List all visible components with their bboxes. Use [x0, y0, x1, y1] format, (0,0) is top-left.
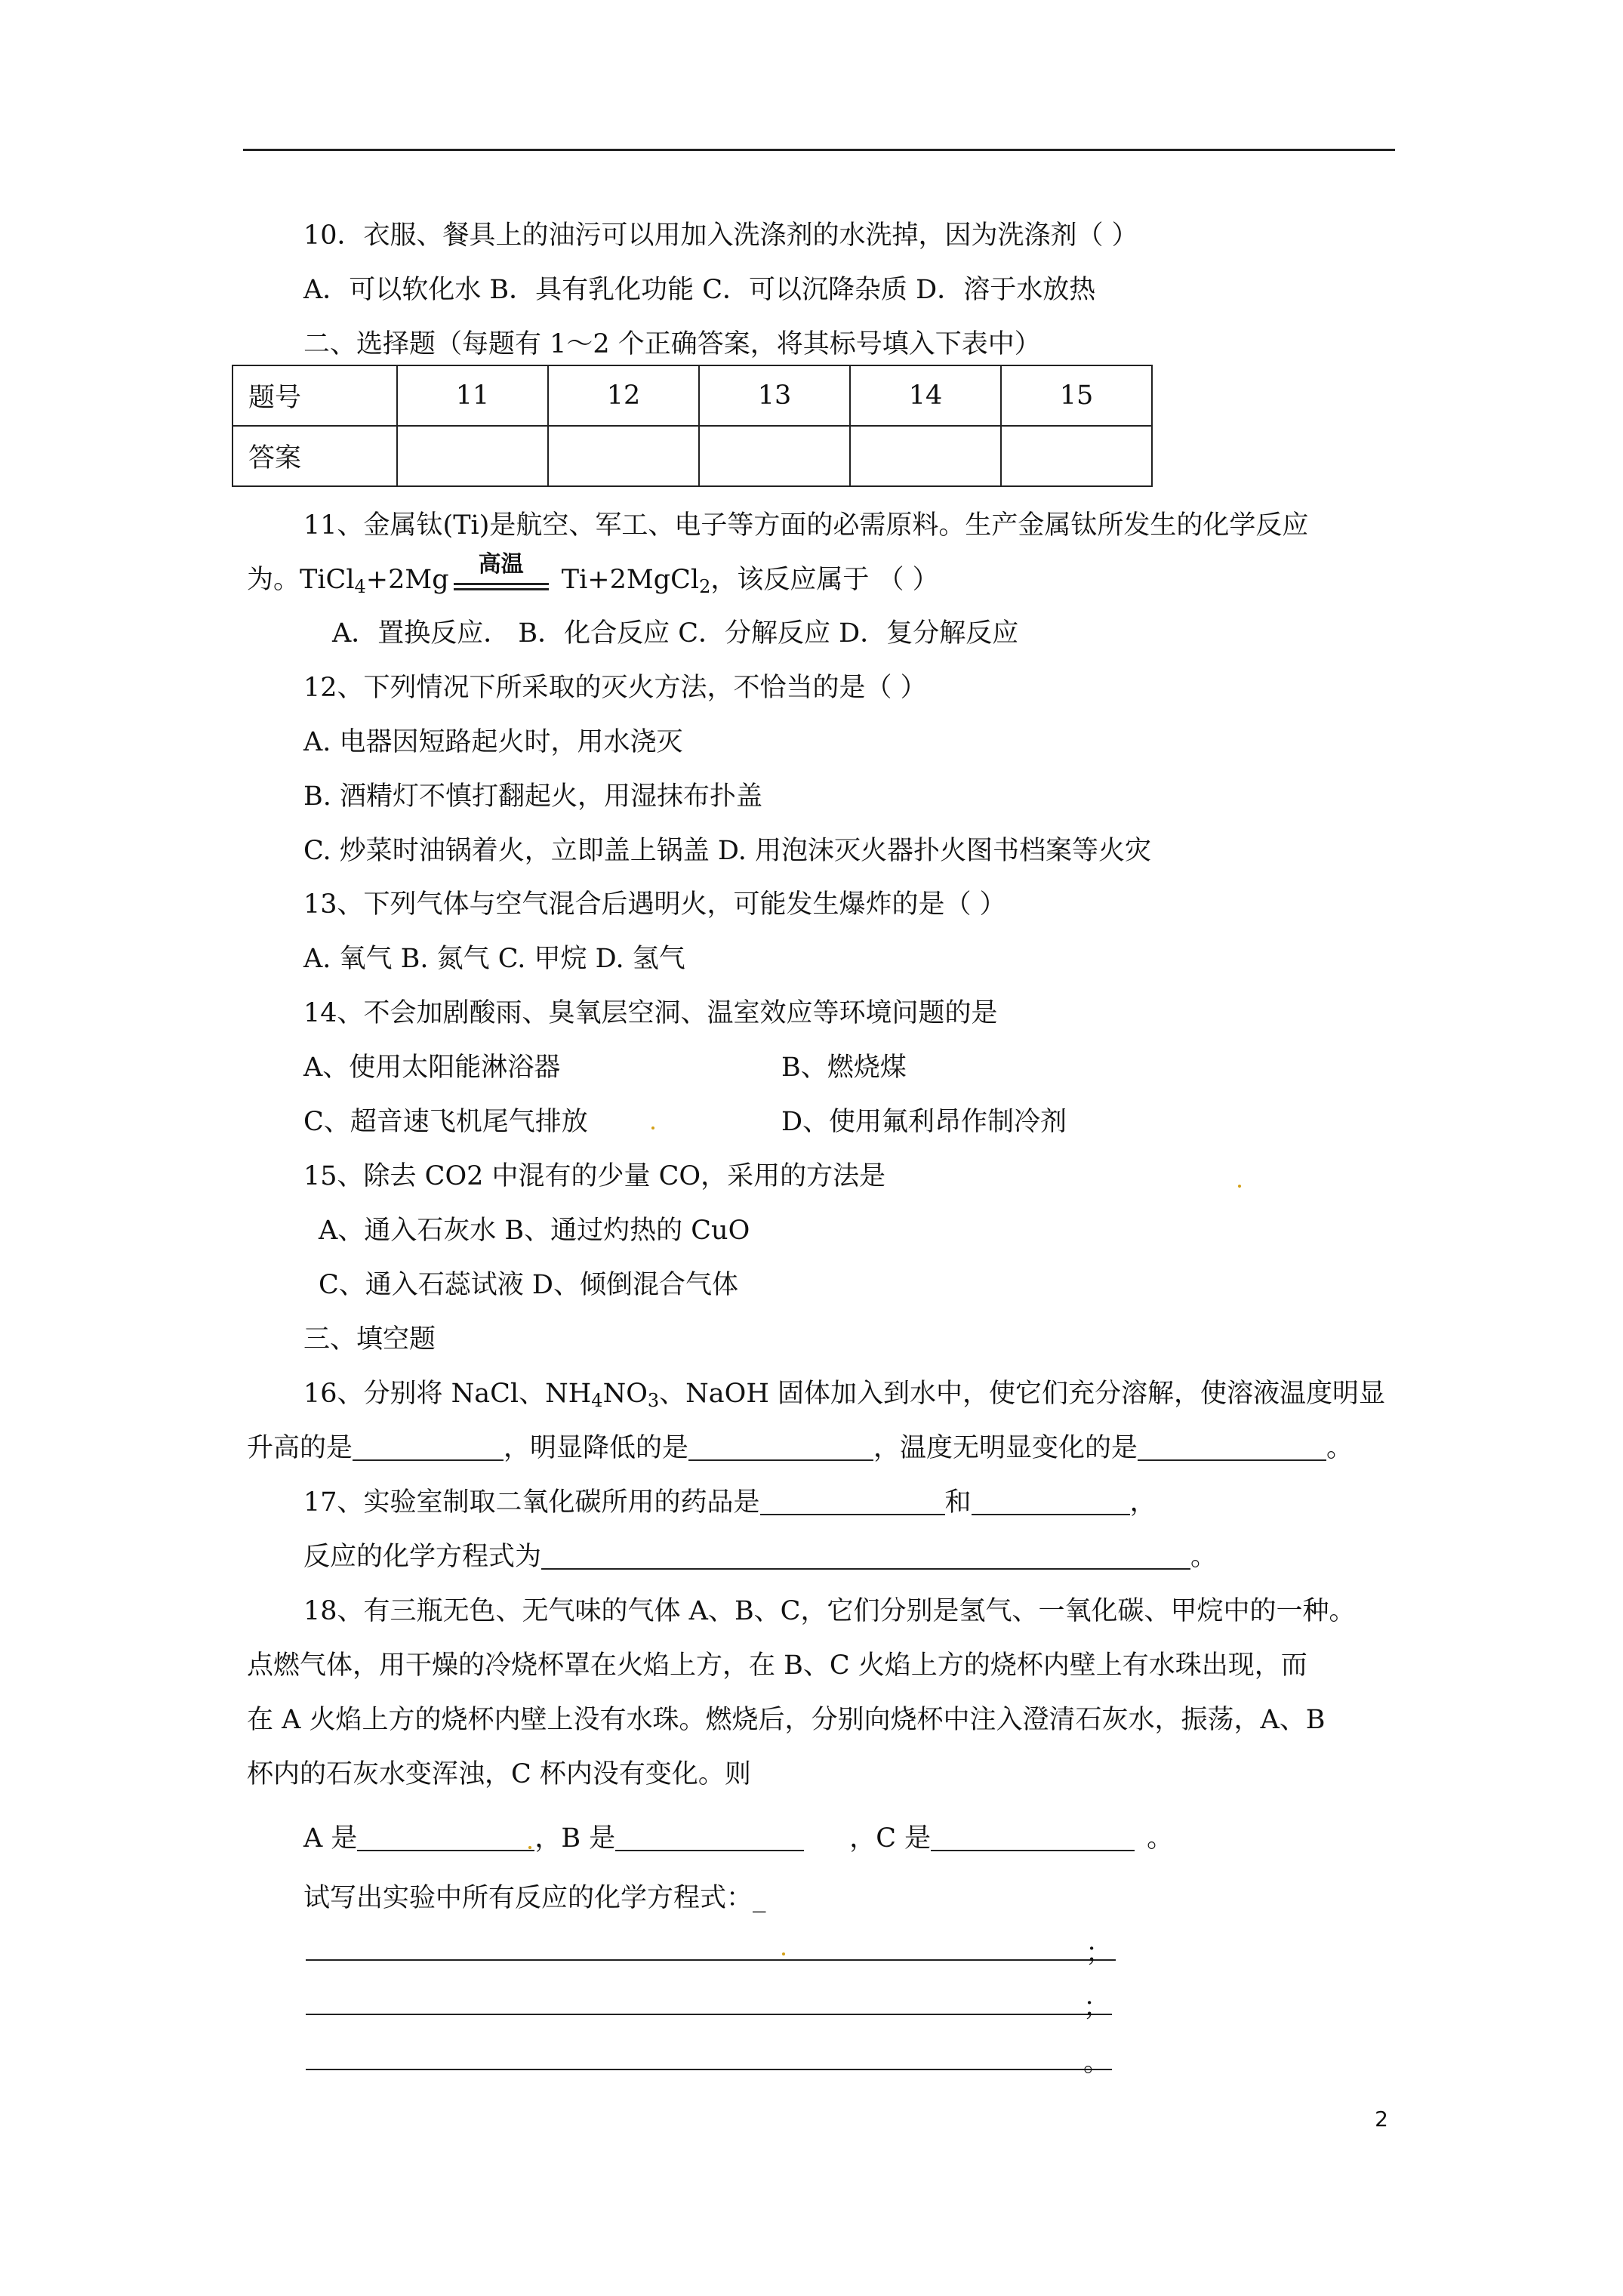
answer-table	[232, 365, 1153, 487]
q18-line2: 点燃气体，用干燥的冷烧杯罩在火焰上方，在 B、C 火焰上方的烧杯内壁上有水珠出现，而	[247, 1650, 1307, 1681]
q18-text: 。	[1147, 1823, 1174, 1854]
fill-blank[interactable]	[931, 1824, 1135, 1851]
subscript: 2	[699, 576, 711, 597]
q17-text: ，	[1129, 1487, 1156, 1518]
q16-text: ，温度无明显变化的是	[873, 1433, 1138, 1463]
table-row	[233, 365, 1152, 426]
q17-text: 17、实验室制取二氧化碳所用的药品是	[303, 1487, 760, 1518]
q16-line1	[303, 1376, 1385, 1419]
table-cell-answer[interactable]	[548, 426, 699, 486]
subscript: 3	[647, 1390, 660, 1411]
q13-stem: 13、下列气体与空气混合后遇明火，可能发生爆炸的是（ ）	[303, 889, 1006, 920]
q11-line1: 11、金属钛(Ti)是航空、军工、电子等方面的必需原料。生产金属钛所发生的化学反应	[303, 510, 1309, 541]
q12-option-a: A. 电器因短路起火时，用水浇灭	[303, 727, 683, 757]
q18-line3: 在 A 火焰上方的烧杯内壁上没有水珠。燃烧后，分别向烧杯中注入澄清石灰水，振荡，A、B	[247, 1705, 1326, 1735]
answer-line[interactable]	[306, 1959, 1116, 1961]
q18-line1: 18、有三瓶无色、无气味的气体 A、B、C，它们分别是氢气、一氧化碳、甲烷中的一种。	[303, 1596, 1356, 1626]
answer-line[interactable]	[306, 2014, 1112, 2015]
stray-dot	[651, 1126, 654, 1130]
fill-blank[interactable]	[353, 1434, 504, 1461]
q12-stem: 12、下列情况下所采取的灭火方法，不恰当的是（ ）	[303, 673, 927, 703]
subscript: 4	[354, 576, 366, 597]
table-cell-number: 12	[548, 365, 699, 426]
table-cell-answer[interactable]	[850, 426, 1001, 486]
q10-stem: 10．衣服、餐具上的油污可以用加入洗涤剂的水洗掉，因为洗涤剂（ ）	[303, 220, 1138, 251]
q14-option-b: B、燃烧煤	[781, 1052, 907, 1083]
q11-formula-part: ，该反应属于 （ ）	[710, 565, 939, 595]
page-number: 2	[1375, 2106, 1388, 2131]
table-cell-answer[interactable]	[1001, 426, 1152, 486]
q16-text: 、NaOH 固体加入到水中，使它们充分溶解，使溶液温度明显	[659, 1379, 1386, 1409]
table-header-number: 题号	[233, 365, 397, 426]
q11-formula-part: +2Mg	[365, 565, 449, 595]
q15-stem: 15、除去 CO2 中混有的少量 CO，采用的方法是	[303, 1161, 886, 1191]
q18-write-prompt: 试写出实验中所有反应的化学方程式：_	[303, 1883, 766, 1913]
q16-text: ，明显降低的是	[504, 1433, 689, 1463]
table-cell-number: 13	[699, 365, 850, 426]
period: 。	[1083, 2048, 1110, 2078]
q16-text: 16、分别将 NaCl、NH	[303, 1379, 592, 1409]
stray-dot	[528, 1846, 531, 1849]
q14-option-c: C、超音速飞机尾气排放	[303, 1107, 588, 1137]
q17-line2	[303, 1539, 1217, 1575]
q12-option-b: B. 酒精灯不慎打翻起火，用湿抹布扑盖	[303, 781, 762, 812]
q15-option-cd: C、通入石蕊试液 D、倾倒混合气体	[319, 1270, 738, 1300]
q16-line2	[247, 1430, 1353, 1466]
q17-text: 和	[944, 1487, 972, 1518]
header-rule	[243, 149, 1395, 151]
condition-label: 高温	[478, 550, 524, 578]
q14-stem: 14、不会加剧酸雨、臭氧层空洞、温室效应等环境问题的是	[303, 998, 998, 1028]
table-header-answer: 答案	[233, 426, 397, 486]
q16-text: 升高的是	[247, 1433, 353, 1463]
q10-options: A．可以软化水 B．具有乳化功能 C．可以沉降杂质 D．溶于水放热	[303, 275, 1096, 305]
reaction-condition	[449, 550, 553, 599]
fill-blank[interactable]	[1138, 1434, 1326, 1461]
table-cell-number: 15	[1001, 365, 1152, 426]
section3-title: 三、填空题	[303, 1324, 436, 1354]
q18-text: ，B 是	[534, 1823, 616, 1854]
fill-blank[interactable]	[688, 1434, 873, 1461]
q11-options: A．置换反应． B．化合反应 C．分解反应 D．复分解反应	[332, 618, 1019, 649]
fill-blank[interactable]	[972, 1488, 1130, 1515]
q18-line4: 杯内的石灰水变浑浊，C 杯内没有变化。则	[247, 1759, 751, 1789]
table-cell-answer[interactable]	[699, 426, 850, 486]
q11-formula-part: 为。TiCl	[247, 565, 355, 595]
q18-text: A 是	[303, 1823, 358, 1854]
section2-title: 二、选择题（每题有 1～2 个正确答案，将其标号填入下表中）	[303, 329, 1041, 359]
stray-dot	[1238, 1185, 1241, 1188]
stray-dot	[782, 1952, 785, 1955]
q17-line1	[303, 1484, 1156, 1521]
q16-text: 。	[1326, 1433, 1354, 1463]
semicolon: ；	[1083, 1992, 1110, 2023]
q18-abc-line	[303, 1820, 1173, 1857]
fill-blank[interactable]	[615, 1824, 804, 1851]
q14-option-a: A、使用太阳能淋浴器	[303, 1052, 561, 1083]
q18-text: ，C 是	[849, 1823, 932, 1854]
subscript: 4	[591, 1390, 603, 1411]
q15-option-ab: A、通入石灰水 B、通过灼热的 CuO	[319, 1216, 750, 1246]
q13-options: A. 氧气 B. 氮气 C. 甲烷 D. 氢气	[303, 944, 685, 974]
table-cell-answer[interactable]	[397, 426, 548, 486]
q17-text: 反应的化学方程式为	[303, 1542, 542, 1572]
q16-text: NO	[602, 1379, 648, 1409]
fill-blank[interactable]	[541, 1542, 1190, 1570]
q12-option-cd: C. 炒菜时油锅着火，立即盖上锅盖 D. 用泡沫灭火器扑火图书档案等火灾	[303, 836, 1151, 866]
answer-line[interactable]	[306, 2069, 1112, 2070]
q17-text: 。	[1190, 1542, 1218, 1572]
table-cell-number: 11	[397, 365, 548, 426]
q11-formula-part: Ti+2MgCl	[553, 565, 700, 595]
semicolon: ；	[1086, 1938, 1113, 1968]
q14-option-d: D、使用氟利昂作制冷剂	[781, 1107, 1067, 1137]
table-row	[233, 426, 1152, 486]
q11-line2	[247, 550, 939, 605]
fill-blank[interactable]	[357, 1824, 534, 1851]
table-cell-number: 14	[850, 365, 1001, 426]
fill-blank[interactable]	[760, 1488, 945, 1515]
